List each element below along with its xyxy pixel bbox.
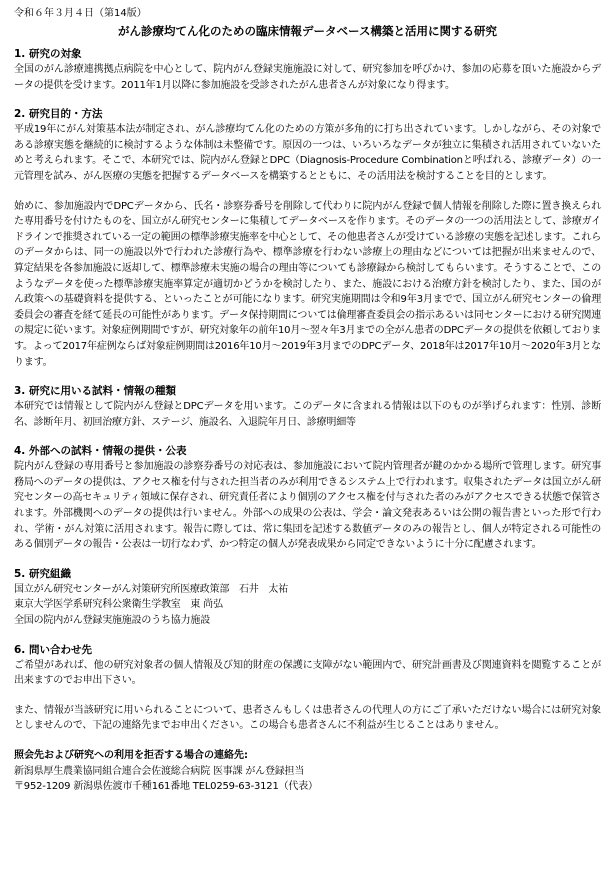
section-heading: 2. 研究目的・方法 (14, 108, 103, 121)
org-line: 全国の院内がん登録実施施設のうち協力施設 (14, 615, 210, 627)
section-organization (14, 567, 601, 629)
section-body: 本研究では情報として院内がん登録とDPCデータを用います。このデータに含まれる情報は以下のものが挙げられます：性別、診断名、診断年月、初回治療方針、ステージ、施設名、入退院年月日、診療明細等 (14, 401, 601, 428)
section-heading: 6. 問い合わせ先 (14, 643, 92, 656)
contact-hospital: 新潟県厚生農業協同組合連合会佐渡総合病院 医事課 がん登録担当 (14, 765, 305, 777)
section-body: 院内がん登録の専用番号と参加施設の診察券番号の対応表は、参加施設において院内管理者が鍵のかかる場所で管理します。研究事務局へのデータの提供は、アクセス権を付与された担当者のみが利用できるシステム上で行われます。収集されたデータは国立がん研究センターの高セキュリティ領域に保存され、研究責任者により個別のアクセス権を付与された者のみがアクセスできる状態で保管されます。外部機関へのデータの提供は行いません。外部への成果の公表は、学会・論文発表あるいは公開の報告書といった形で行われ、学術・がん対策に活用されます。報告に際しては、常に集団を記述する数値データのみの報告とし、個人が特定される可能性のある個別データの報告・公表は一切行なわず、かつ特定の個人が発表成果から同定できないように十分に配慮されます。 (14, 461, 601, 551)
section-body: 全国のがん診療連携拠点病院を中心として、院内がん登録実施施設に対して、研究参加を呼びかけ、参加の応募を頂いた施設からデータの提供を受けます。2011年1月以降に参加施設を受診されたがん患者さんが対象になり得ます。 (14, 64, 601, 91)
section-external-provision (14, 444, 601, 553)
section-purpose (14, 107, 601, 370)
section-heading: 5. 研究組織 (14, 567, 71, 580)
section-inquiry (14, 643, 601, 734)
section-target (14, 47, 601, 93)
contact-block (14, 748, 601, 795)
section-body: また、情報が当該研究に用いられることについて、患者さんもしくは患者さんの代理人の方にご了承いただけない場合には研究対象としませんので、下記の連絡先までお申出ください。この場合も患者さんに不利益が生じることはありません。 (14, 704, 601, 732)
org-line: 東京大学医学系研究科公衆衛生学教室 東 尚弘 (14, 599, 223, 611)
section-body: 始めに、参加施設内でDPCデータから、氏名・診察券番号を削除して代わりに院内がん登録で個人情報を削除した際に置き換えられた専用番号を付けたものを、国立がん研究センターに集積してデータベースを作ります。そのデータの一つの活用法として、診療ガイドラインで推奨されている一定の範囲の標準診療実施率を中心として、その他患者さんが受けている診療の実態を記述します。これらのデータからは、同一の施設以外で行われた診療行為や、標準診療を行わない診療上の理由などについては把握が出来ませんので、算定結果を各参加施設に返却して、標準診療未実施の場合の理由等についても診療録から検討してもらいます。そうすることで、このようなデータを使った標準診療実施率算定が適切かどうかを検討したり、また、施設における治療方針を検討したり、また、国のがん政策への基礎資料を提供する、といったことが可能になります。研究実施期間は令和9年3月までで、国立がん研究センターの倫理委員会の審査を経て延長の可能性があります。データ保持期間については倫理審査委員会の指示あるいは同センターにおける研究関連の規定に従います。対象症例期間ですが、研究対象年の前年10月～翌々年3月までの全がん患者のDPCデータの提供を依頼しております。よって2017年症例ならば対象症例期間は2016年10月～2019年3月までのDPCデータ、2018年は2017年10月～2020年3月となります。 (14, 200, 601, 368)
section-body: ご希望があれば、他の研究対象者の個人情報及び知的財産の保護に支障がない範囲内で、研究計画書及び関連資料を閲覧することが出来ますのでお申出下さい。 (14, 659, 601, 687)
contact-heading: 照会先および研究への利用を拒否する場合の連絡先: (14, 750, 248, 761)
contact-address: 〒952-1209 新潟県佐渡市千種161番地 TEL0259-63-3121（代表） (14, 781, 318, 793)
section-heading: 3. 研究に用いる試料・情報の種類 (14, 385, 176, 398)
org-line: 国立がん研究センターがん対策研究所医療政策部 石井 太祐 (14, 583, 288, 595)
section-heading: 4. 外部への試料・情報の提供・公表 (14, 445, 187, 458)
section-heading: 1. 研究の対象 (14, 48, 82, 60)
section-body: 平成19年にがん対策基本法が制定され、がん診療均てん化のための方策が多角的に打ち出されています。しかしながら、その対象である診療実態を継続的に検討するような体制は未整備です。原因の一つは、いろいろなデータが独立に集積され活用されていないためと考えられます。そこで、本研究では、院内がん登録とDPC（Diagnosis-Procedure Combinationと呼ばれる、診療データ）の一元管理を試み、がん医療の実態を把握するデータベースを構築するとともに、その活用法を検討することを目的とします。 (14, 124, 601, 182)
document-title: がん診療均てん化のための臨床情報データベース構築と活用に関する研究 (118, 24, 497, 38)
version-date: 令和６年３月４日（第14版） (14, 8, 147, 19)
section-data-types (14, 384, 601, 430)
